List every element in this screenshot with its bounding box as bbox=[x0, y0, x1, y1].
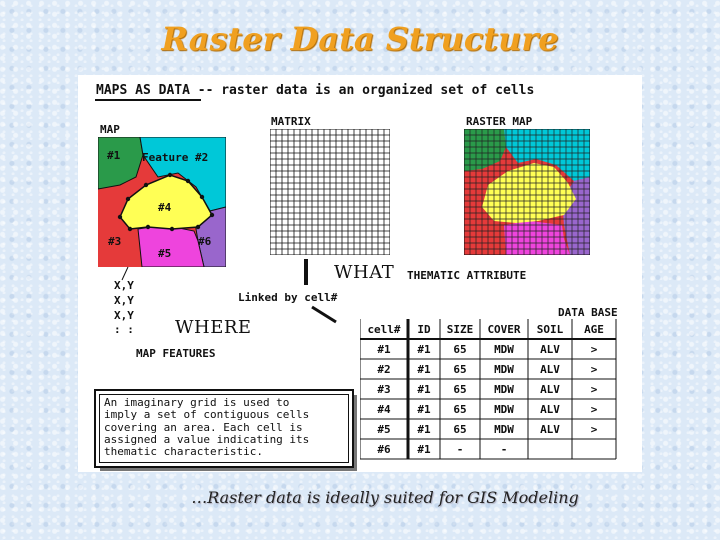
table-cell: ALV bbox=[540, 343, 560, 356]
map-feature-label-2: Feature #2 bbox=[142, 151, 209, 164]
note-line-2: imply a set of contiguous cells bbox=[104, 408, 310, 422]
map-feature-label-3: #3 bbox=[108, 235, 122, 248]
table-cell: MDW bbox=[494, 383, 514, 396]
table-cell: ALV bbox=[540, 423, 560, 436]
table-cell: MDW bbox=[494, 363, 514, 376]
table-header-cell: AGE bbox=[584, 323, 604, 336]
note-shadow-bottom bbox=[100, 468, 357, 471]
table-cell: #1 bbox=[417, 363, 431, 376]
table-header-cell: cell# bbox=[367, 323, 401, 336]
table-cell: #4 bbox=[377, 403, 391, 416]
map-label: MAP bbox=[100, 123, 120, 136]
table-header-cell: SIZE bbox=[446, 323, 474, 336]
note-line-4: assigned a value indicating its bbox=[104, 432, 310, 446]
table-cell: MDW bbox=[494, 423, 514, 436]
table-cell: ALV bbox=[540, 403, 560, 416]
coordinate-4: : : bbox=[114, 323, 134, 336]
thematic-attribute-label: THEMATIC ATTRIBUTE bbox=[407, 269, 527, 282]
table-cell: #1 bbox=[417, 383, 431, 396]
note-line-1: An imaginary grid is used to bbox=[104, 396, 290, 409]
coordinate-1: X,Y bbox=[114, 279, 134, 292]
raster-figure bbox=[78, 75, 642, 472]
table-header-cell: ID bbox=[417, 323, 431, 336]
map-feature-label-6: #6 bbox=[198, 235, 212, 248]
linked-by-label: Linked by cell# bbox=[238, 291, 338, 304]
table-cell: #1 bbox=[417, 443, 431, 456]
table-header-cell: SOIL bbox=[536, 323, 564, 336]
database-label: DATA BASE bbox=[558, 306, 618, 319]
table-header-cell: COVER bbox=[487, 323, 521, 336]
table-cell: - bbox=[456, 443, 464, 456]
table-cell: ALV bbox=[540, 383, 560, 396]
map-feature-label-5: #5 bbox=[158, 247, 172, 260]
table-cell: #1 bbox=[417, 343, 431, 356]
coordinate-2: X,Y bbox=[114, 294, 134, 307]
description-box bbox=[94, 389, 354, 468]
table-cell: #2 bbox=[377, 363, 391, 376]
table-cell: #1 bbox=[417, 423, 431, 436]
table-cell: - bbox=[500, 443, 508, 456]
map-feature-label-4: #4 bbox=[158, 201, 172, 214]
table-cell: #1 bbox=[417, 403, 431, 416]
slide-title: Raster Data Structure bbox=[161, 20, 559, 58]
map-feature-label-1: #1 bbox=[107, 149, 121, 162]
table-cell: ALV bbox=[540, 363, 560, 376]
table-cell: > bbox=[590, 363, 598, 376]
table-cell: 65 bbox=[453, 383, 467, 396]
table-cell: 65 bbox=[453, 403, 467, 416]
table-cell: 65 bbox=[453, 343, 467, 356]
matrix-label: MATRIX bbox=[271, 115, 311, 128]
where-label: WHERE bbox=[175, 317, 252, 338]
table-cell: #3 bbox=[377, 383, 391, 396]
table-cell: #5 bbox=[377, 423, 391, 436]
note-line-3: covering an area. Each cell is bbox=[104, 420, 303, 434]
note-shadow-right bbox=[354, 395, 357, 471]
table-cell: MDW bbox=[494, 343, 514, 356]
table-cell: > bbox=[590, 343, 598, 356]
map-features-label: MAP FEATURES bbox=[136, 347, 216, 360]
table-cell: #1 bbox=[377, 343, 391, 356]
table-cell: > bbox=[590, 383, 598, 396]
table-cell: #6 bbox=[377, 443, 391, 456]
coordinate-3: X,Y bbox=[114, 309, 134, 322]
slide-caption: …Raster data is ideally suited for GIS Modeling bbox=[191, 488, 579, 507]
what-label: WHAT bbox=[334, 262, 395, 283]
table-cell: 65 bbox=[453, 423, 467, 436]
table-cell: MDW bbox=[494, 403, 514, 416]
raster-map-label: RASTER MAP bbox=[466, 115, 533, 128]
table-cell: > bbox=[590, 423, 598, 436]
database-table bbox=[360, 319, 630, 461]
note-line-5: thematic characteristic. bbox=[104, 445, 263, 459]
figure-header: MAPS AS DATA -- raster data is an organized set of cells bbox=[96, 83, 535, 98]
table-cell: > bbox=[590, 403, 598, 416]
table-cell: 65 bbox=[453, 363, 467, 376]
